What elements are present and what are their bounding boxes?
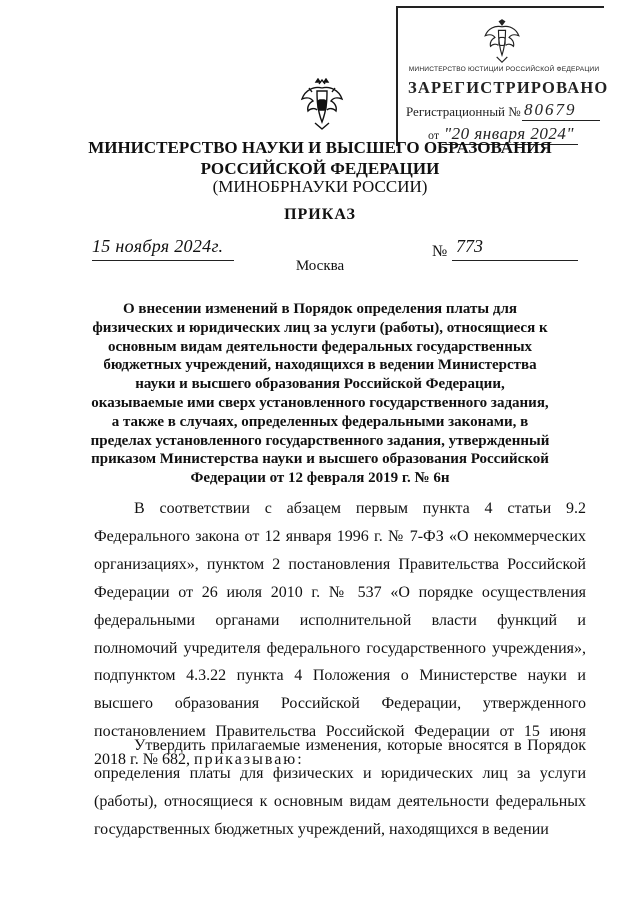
stamp-registration-label: Регистрационный №	[406, 104, 521, 119]
order-verb: приказываю:	[194, 751, 304, 769]
city: Москва	[295, 258, 345, 274]
stamp-date-value: "20 января 2024"	[444, 124, 575, 143]
order-date: 15 ноября 2024г.	[92, 236, 224, 256]
stamp-date-label: от	[428, 128, 440, 142]
ministry-name-line1: МИНИСТЕРСТВО НАУКИ И ВЫСШЕГО ОБРАЗОВАНИЯ	[88, 138, 552, 157]
order-subject: О внесении изменений в Порядок определения платы для физических и юридических лиц за услуги (работы), относящиеся к основным видам деятельности федеральных государственных бюджетных учреждений, находящихся в ведении Министерства науки и высшего образования Российской Федерации, оказываемые ими сверх установленного государственного задания, а также в случаях, определенных федеральными законами, в пределах установленного государственного задания, утвержденный приказом Министерства науки и высшего образования Российской Федерации от 12 февраля 2019 г. № 6н	[90, 301, 550, 487]
coat-of-arms-icon	[482, 18, 522, 64]
stamp-number-underline	[522, 120, 600, 121]
coat-of-arms-icon	[300, 78, 344, 130]
ministry-name	[40, 137, 600, 179]
paragraph-resolution: Утвердить прилагаемые изменения, которые вносятся в Порядок определения платы для физических и юридических лиц за услуги (работы), относящиеся к основным видам деятельности федеральных государственных бюджетных учреждений, находящихся в ведении	[94, 737, 586, 838]
paragraph-preamble-text: В соответствии с абзацем первым пункта 4 статьи 9.2 Федерального закона от 12 января 1996 г. № 7-ФЗ «О некоммерческих организациях», пунктом 2 постановления Правительства Российской Федерации от 26 июля 2010 г. № 537 «О порядке осуществления федеральными органами исполнительной власти функций и полномочий учредителя федерального государственного учреждения», подпунктом 4.3.22 пункта 4 Положения о Министерстве науки и высшего образования Российской Федерации, утвержденного постановлением Правительства Российской Федерации от 15 июня 2018 г. № 682,	[94, 500, 586, 769]
ministry-name-line2: РОССИЙСКОЙ ФЕДЕРАЦИИ	[200, 159, 440, 178]
document-type-title: ПРИКАЗ	[284, 206, 356, 223]
order-number: 773	[456, 236, 483, 256]
ministry-short-name: (МИНОБРНАУКИ РОССИИ)	[212, 177, 428, 196]
order-number-label: №	[432, 243, 448, 260]
stamp-registration-number: 80679	[524, 100, 577, 119]
registration-stamp	[396, 6, 609, 146]
stamp-registered-label: ЗАРЕГИСТРИРОВАНО	[408, 78, 609, 97]
stamp-ministry-name: МИНИСТЕРСТВО ЮСТИЦИИ РОССИЙСКОЙ ФЕДЕРАЦИИ	[408, 66, 600, 73]
